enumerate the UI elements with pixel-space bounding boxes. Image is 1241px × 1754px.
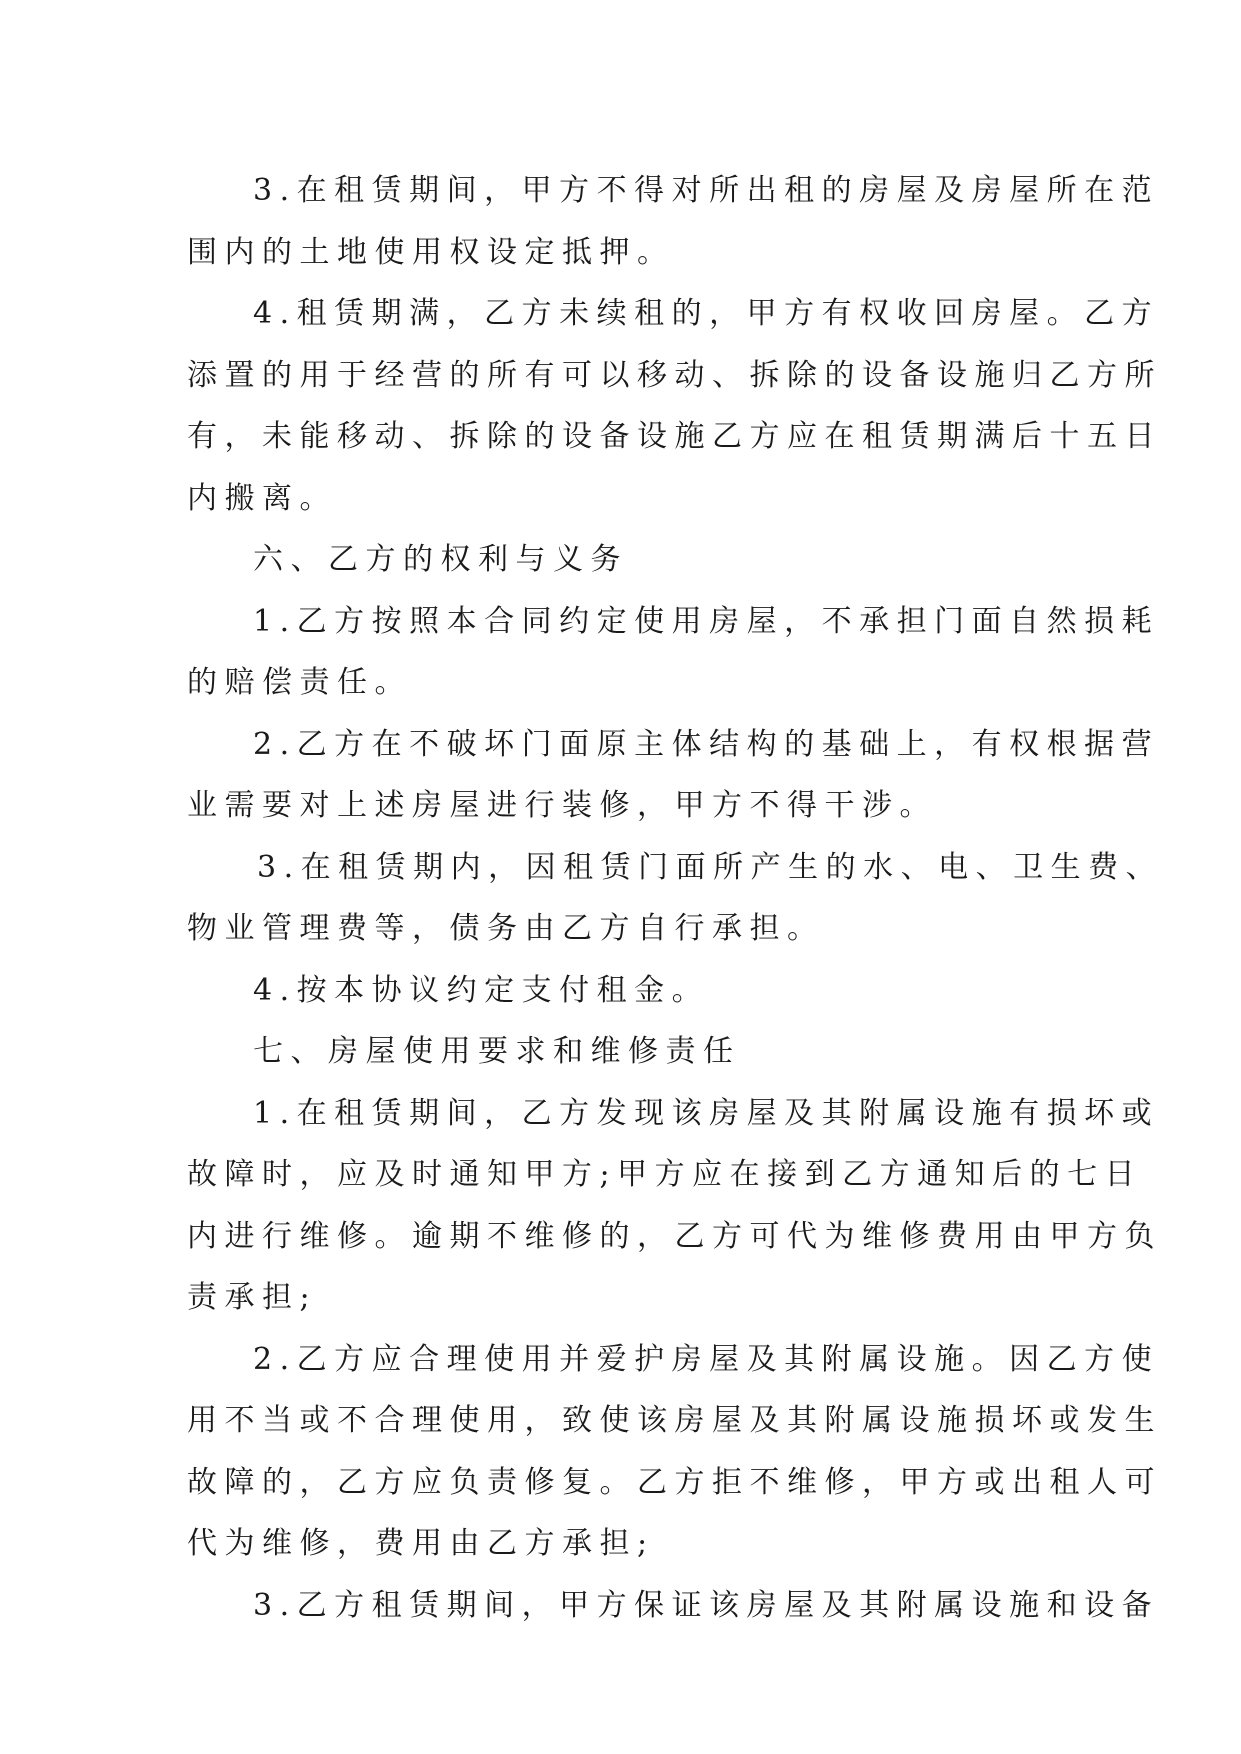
paragraph-line: 1.在租赁期间，乙方发现该房屋及其附属设施有损坏或 <box>253 1095 1160 1131</box>
paragraph-line: 故障时，应及时通知甲方;甲方应在接到乙方通知后的七日 <box>187 1157 1143 1192</box>
paragraph-line: 2.乙方应合理使用并爱护房屋及其附属设施。因乙方使 <box>253 1341 1160 1377</box>
paragraph-line: 用不当或不合理使用，致使该房屋及其附属设施损坏或发生 <box>187 1403 1162 1438</box>
paragraph-line: 内进行维修。逾期不维修的，乙方可代为维修费用由甲方负 <box>187 1218 1162 1254</box>
paragraph-line: 1.乙方按照本合同约定使用房屋，不承担门面自然损耗 <box>253 603 1160 639</box>
paragraph-line: 4.按本协议约定支付租金。 <box>253 972 710 1008</box>
paragraph-line: 的赔偿责任。 <box>187 665 412 700</box>
paragraph-line: 3.在租赁期内，因租赁门面所产生的水、电、卫生费、 <box>257 849 1164 885</box>
paragraph-line: 业需要对上述房屋进行装修，甲方不得干涉。 <box>187 788 937 823</box>
paragraph-line: 添置的用于经营的所有可以移动、拆除的设备设施归乙方所 <box>187 357 1162 393</box>
section-heading: 六、乙方的权利与义务 <box>253 542 628 577</box>
paragraph-line: 有，未能移动、拆除的设备设施乙方应在租赁期满后十五日 <box>187 419 1162 454</box>
paragraph-line: 3.乙方租赁期间，甲方保证该房屋及其附属设施和设备 <box>253 1587 1160 1623</box>
paragraph-line: 3.在租赁期间，甲方不得对所出租的房屋及房屋所在范 <box>253 173 1160 208</box>
paragraph-line: 故障的，乙方应负责修复。乙方拒不维修，甲方或出租人可 <box>187 1464 1162 1500</box>
section-heading: 七、房屋使用要求和维修责任 <box>253 1034 741 1069</box>
paragraph-line: 内搬离。 <box>187 480 337 516</box>
paragraph-line: 围内的土地使用权设定抵押。 <box>187 234 675 270</box>
paragraph-line: 2.乙方在不破坏门面原主体结构的基础上，有权根据营 <box>253 726 1160 762</box>
paragraph-line: 代为维修，费用由乙方承担; <box>187 1526 655 1561</box>
paragraph-line: 责承担; <box>187 1280 318 1315</box>
document-body <box>187 160 1164 1636</box>
paragraph-line: 4.租赁期满，乙方未续租的，甲方有权收回房屋。乙方 <box>253 296 1160 331</box>
paragraph-line: 物业管理费等，债务由乙方自行承担。 <box>187 911 825 946</box>
